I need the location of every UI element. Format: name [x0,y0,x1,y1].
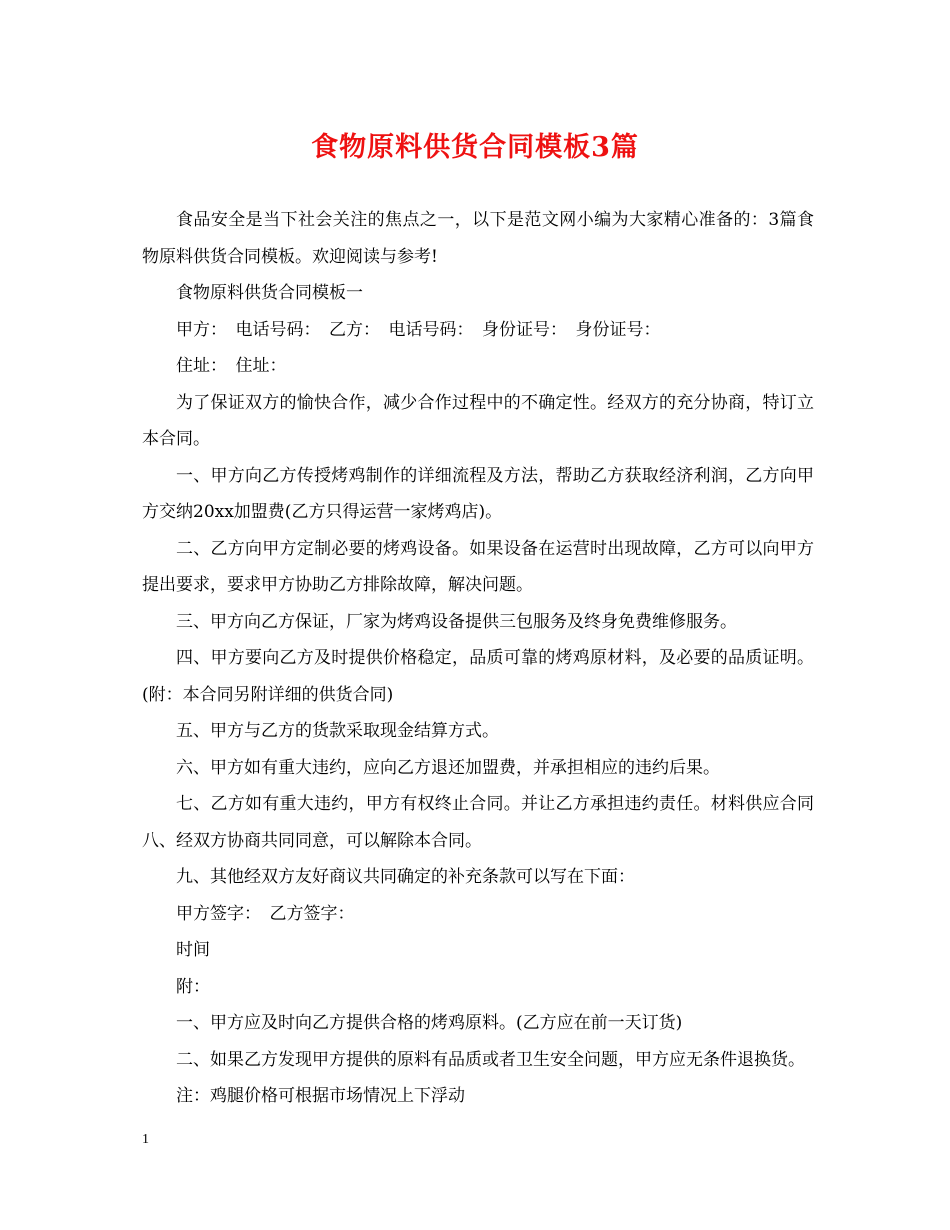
paragraph-clause-9: 九、其他经双方友好商议共同确定的补充条款可以写在下面： [176,867,635,887]
paragraph-appendix-1: 一、甲方应及时向乙方提供合格的烤鸡原料。(乙方应在前一天订货) [176,1013,683,1033]
paragraph-clause-3: 三、甲方向乙方保证，厂家为烤鸡设备提供三包服务及终身免费维修服务。 [176,611,737,632]
paragraph-intro: 食品安全是当下社会关注的焦点之一，以下是范文网小编为大家精心准备的：3篇食物原料供货合同模板。欢迎阅读与参考! [142,210,814,267]
document-title: 食物原料供货合同模板3篇 [311,132,639,163]
paragraph-clause-7: 七、乙方如有重大违约，甲方有权终止合同。并让乙方承担违约责任。材料供应合同八、经双方协商共同同意，可以解除本合同。 [142,794,814,851]
paragraph-clause-4: 四、甲方要向乙方及时提供价格稳定，品质可靠的烤鸡原材料，及必要的品质证明。(附：本合同另附详细的供货合同) [142,648,814,705]
paragraph-clause-2: 二、乙方向甲方定制必要的烤鸡设备。如果设备在运营时出现故障，乙方可以向甲方提出要求，要求甲方协助乙方排除故障，解决问题。 [142,538,814,595]
paragraph-clause-6: 六、甲方如有重大违约，应向乙方退还加盟费，并承担相应的违约后果。 [176,757,720,778]
paragraph-addresses: 住址： 住址： [176,356,287,376]
paragraph-appendix-2: 二、如果乙方发现甲方提供的原料有品质或者卫生安全问题，甲方应无条件退换货。 [176,1049,805,1070]
page-number: 1 [142,1132,149,1147]
paragraph-template-heading: 食物原料供货合同模板一 [176,283,363,303]
document-body [142,202,814,1115]
paragraph-clause-1: 一、甲方向乙方传授烤鸡制作的详细流程及方法，帮助乙方获取经济利润，乙方向甲方交纳20xx加盟费(乙方只得运营一家烤鸡店)。 [142,465,814,522]
paragraph-signatures: 甲方签字： 乙方签字： [176,903,355,924]
paragraph-note: 注：鸡腿价格可根据市场情况上下浮动 [176,1086,465,1106]
paragraph-time: 时间 [176,940,210,960]
paragraph-appendix: 附： [176,976,210,997]
paragraph-clause-5: 五、甲方与乙方的货款采取现金结算方式。 [176,721,499,741]
paragraph-purpose: 为了保证双方的愉快合作，减少合作过程中的不确定性。经双方的充分协商，特订立本合同。 [142,392,814,449]
paragraph-party-phones: 甲方： 电话号码： 乙方： 电话号码： 身份证号： 身份证号： [176,319,661,340]
